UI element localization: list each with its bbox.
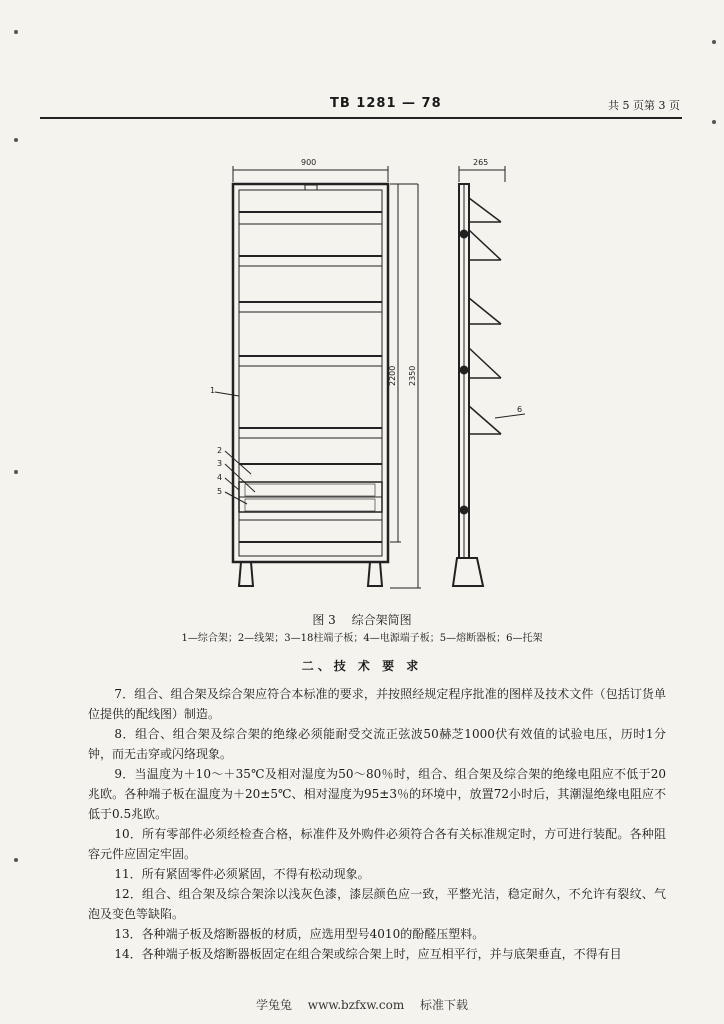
footer-url[interactable]: www.bzfxw.com: [307, 998, 405, 1012]
callout-4: 4: [217, 473, 223, 482]
figure-caption: 1—综合架；2—线架；3—18柱端子板；4—电源端子板；5—熔断器板；6—托架: [181, 633, 543, 644]
footer-tag: 标准下载: [420, 998, 469, 1012]
page-header: [40, 96, 680, 116]
clause-11: 11．所有紧固零件必须紧固，不得有松动现象。: [114, 867, 370, 881]
clause-12: 12．组合、组合架及综合架涂以浅灰色漆，漆层颜色应一致，平整光洁，稳定耐久，不允许有裂纹、气泡及变色等缺陷。: [88, 887, 666, 921]
page-number: 共 5 页第 3 页: [608, 99, 680, 112]
figure-number: 图 3: [312, 613, 336, 627]
standard-code: TB 1281 — 78: [330, 96, 442, 111]
figure-name: 综合架简图: [351, 613, 412, 627]
callout-2: 2: [217, 446, 223, 455]
clause-8: 8．组合、组合架及综合架的绝缘必须能耐受交流正弦波50赫芝1000伏有效值的试验电压，历时1分钟，而无击穿或闪络现象。: [88, 727, 666, 761]
footer-site: 学兔兔: [255, 998, 292, 1012]
clause-14: 14．各种端子板及熔断器板固定在组合架或综合架上时，应互相平行，并与底架垂直，不得有目: [114, 947, 622, 961]
section-heading: 二、技 术 要 求: [301, 659, 423, 673]
watermark-footer: [0, 996, 724, 1013]
rack-diagram-svg: [195, 148, 525, 608]
clause-13: 13．各种端子板及熔断器板的材质，应选用型号4010的酚醛压塑料。: [114, 927, 485, 941]
header-rule: [40, 117, 682, 119]
dim-side-width: 265: [473, 158, 489, 167]
scan-mark: [712, 40, 716, 44]
callout-5: 5: [217, 487, 223, 496]
dim-total-height: 2350: [408, 365, 417, 386]
clause-7: 7．组合、组合架及综合架应符合本标准的要求，并按照经规定程序批准的图样及技术文件（包括订货单位提供的配线图）制造。: [88, 687, 666, 721]
scan-mark: [14, 138, 18, 142]
dim-front-width: 900: [301, 158, 317, 167]
figure-title: [0, 611, 724, 628]
scan-mark: [14, 30, 18, 34]
callout-3: 3: [217, 459, 223, 468]
scan-mark: [14, 858, 18, 862]
scan-mark: [712, 120, 716, 124]
clause-10: 10．所有零部件必须经检查合格，标准件及外购件必须符合各有关标准规定时，方可进行装配。各种阻容元件应固定牢固。: [88, 827, 666, 861]
clause-9: 9．当温度为＋10～＋35℃及相对湿度为50～80％时，组合、组合架及综合架的绝缘电阻应不低于20兆欧。各种端子板在温度为＋20±5℃、相对湿度为95±3％的环境中，放置72小时后，其潮湿绝缘电阻应不低于0.5兆欧。: [88, 767, 666, 821]
callout-1: 1: [210, 386, 216, 395]
rack-diagram: [195, 148, 525, 608]
scan-mark: [14, 470, 18, 474]
dim-inner-height: 2200: [388, 365, 397, 386]
callout-6: 6: [517, 405, 523, 414]
requirements-body: [88, 684, 666, 964]
